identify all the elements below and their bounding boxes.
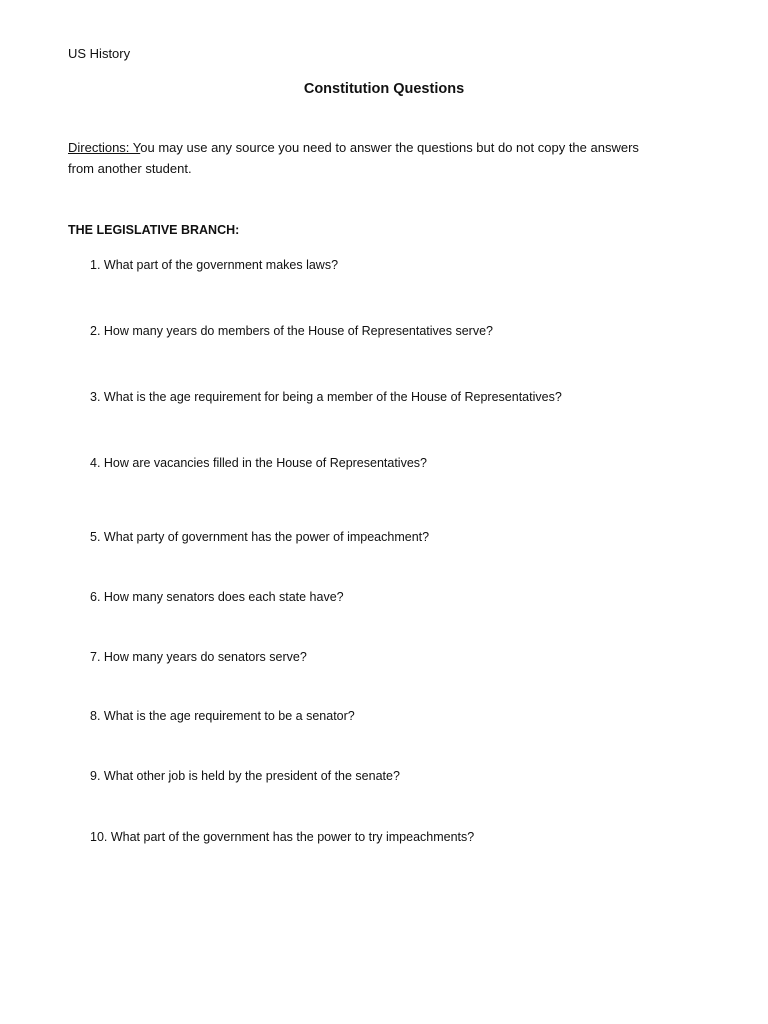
course-name: US History	[68, 46, 131, 61]
page-title: Constitution Questions	[303, 81, 465, 97]
question-1: 1. What part of the government makes laws?	[90, 258, 339, 272]
question-10: 10. What part of the government has the power to try impeachments?	[90, 830, 475, 844]
question-6: 6. How many senators does each state have?	[90, 590, 344, 604]
question-9: 9. What other job is held by the president of the senate?	[90, 769, 400, 783]
question-3: 3. What is the age requirement for being a member of the House of Representatives?	[90, 390, 562, 404]
question-7: 7. How many years do senators serve?	[90, 650, 307, 664]
section-heading: THE LEGISLATIVE BRANCH:	[68, 223, 240, 237]
question-8: 8. What is the age requirement to be a senator?	[90, 709, 355, 723]
directions-label: Directions: Y	[68, 140, 141, 155]
question-2: 2. How many years do members of the House of Representatives serve?	[90, 324, 493, 338]
directions-text: ou may use any source you need to answer the questions but do not copy the answers from another student.	[68, 140, 639, 176]
question-5: 5. What party of government has the power of impeachment?	[90, 530, 430, 544]
directions-paragraph	[68, 137, 668, 179]
question-4: 4. How are vacancies filled in the House of Representatives?	[90, 456, 427, 470]
